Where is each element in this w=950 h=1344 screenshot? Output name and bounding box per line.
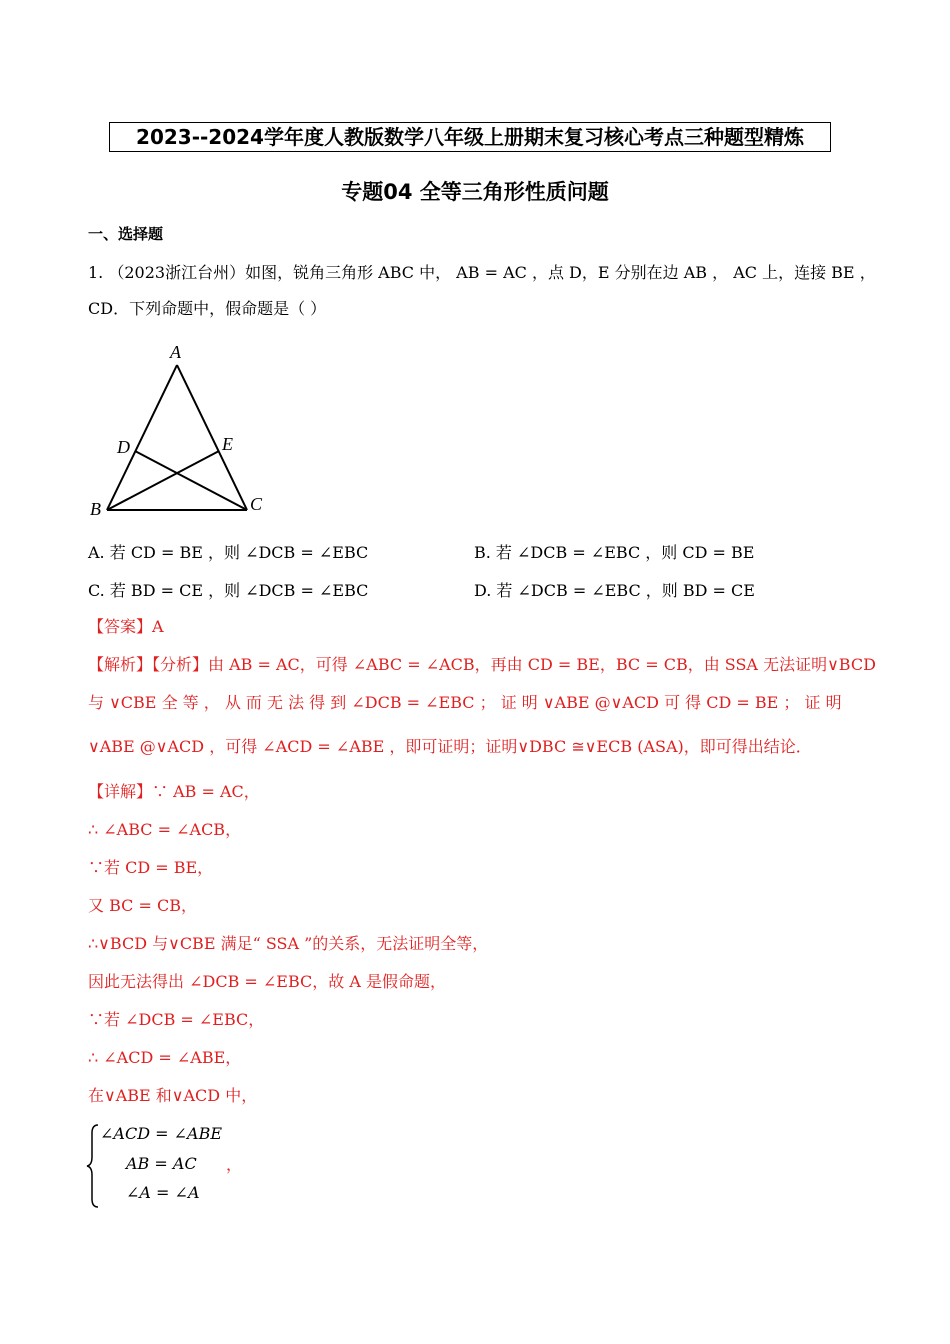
analysis-line2: 与 ∨CBE 全 等 ， 从 而 无 法 得 到 ∠DCB = ∠EBC ； 证 明 ∨ABE @∨ACD 可 得 CD = BE ； 证 明 [88, 693, 842, 712]
question-text-line2: CD．下列命题中，假命题是（ ） [88, 299, 327, 318]
label-a: A [170, 342, 181, 362]
detail-line4: 又 BC = CB， [88, 896, 197, 915]
question-text-line1: 1. （2023浙江台州）如图，锐角三角形 ABC 中， AB = AC ，点 D，E 分别在边 AB ， AC 上，连接 BE ， [88, 263, 876, 282]
detail-line9: 在∨ABE 和∨ACD 中， [88, 1086, 258, 1105]
system-line1: ∠ACD = ∠ABE [100, 1124, 223, 1143]
side-ac [177, 365, 247, 510]
label-e: E [222, 434, 233, 454]
option-d[interactable]: D. 若 ∠DCB = ∠EBC ，则 BD = CE [474, 581, 755, 600]
option-b[interactable]: B. 若 ∠DCB = ∠EBC ，则 CD = BE [474, 543, 755, 562]
system-line2: AB = AC [126, 1154, 197, 1173]
label-c: C [250, 494, 263, 514]
triangle-figure [85, 338, 275, 523]
label-b: B [90, 499, 101, 519]
document-title: 2023--2024学年度人教版数学八年级上册期末复习核心考点三种题型精炼 [109, 122, 831, 152]
segment-cd [135, 451, 247, 510]
detail-line7: ∵若 ∠DCB = ∠EBC， [88, 1010, 265, 1029]
system-line3: ∠A = ∠A [126, 1183, 200, 1202]
detail-line8: ∴ ∠ACD = ∠ABE， [88, 1048, 242, 1067]
detail-line6: 因此无法得出 ∠DCB = ∠EBC，故 A 是假命题， [88, 972, 447, 991]
segment-be [107, 451, 219, 510]
detail-line5: ∴∨BCD 与∨CBE 满足“ SSA ”的关系，无法证明全等， [88, 934, 489, 953]
analysis-line1: 【解析】【分析】由 AB = AC，可得 ∠ABC = ∠ACB，再由 CD = BE，BC = CB，由 SSA 无法证明∨BCD [88, 655, 876, 674]
option-a[interactable]: A. 若 CD = BE ，则 ∠DCB = ∠EBC [88, 543, 369, 562]
system-comma: ， [226, 1155, 243, 1174]
option-c[interactable]: C. 若 BD = CE ，则 ∠DCB = ∠EBC [88, 581, 369, 600]
detail-line1: 【详解】∵ AB = AC， [88, 782, 260, 801]
label-d: D [117, 437, 130, 457]
analysis-line3: ∨ABE @∨ACD ，可得 ∠ACD = ∠ABE ，即可证明；证明∨DBC ≅∨ECB (ASA)，即可得出结论． [88, 737, 812, 756]
section-heading: 一、选择题 [88, 225, 164, 243]
detail-line2: ∴ ∠ABC = ∠ACB， [88, 820, 242, 839]
document-subtitle: 专题04 全等三角形性质问题 [341, 180, 609, 204]
detail-line3: ∵若 CD = BE， [88, 858, 214, 877]
answer-line: 【答案】A [88, 617, 164, 636]
